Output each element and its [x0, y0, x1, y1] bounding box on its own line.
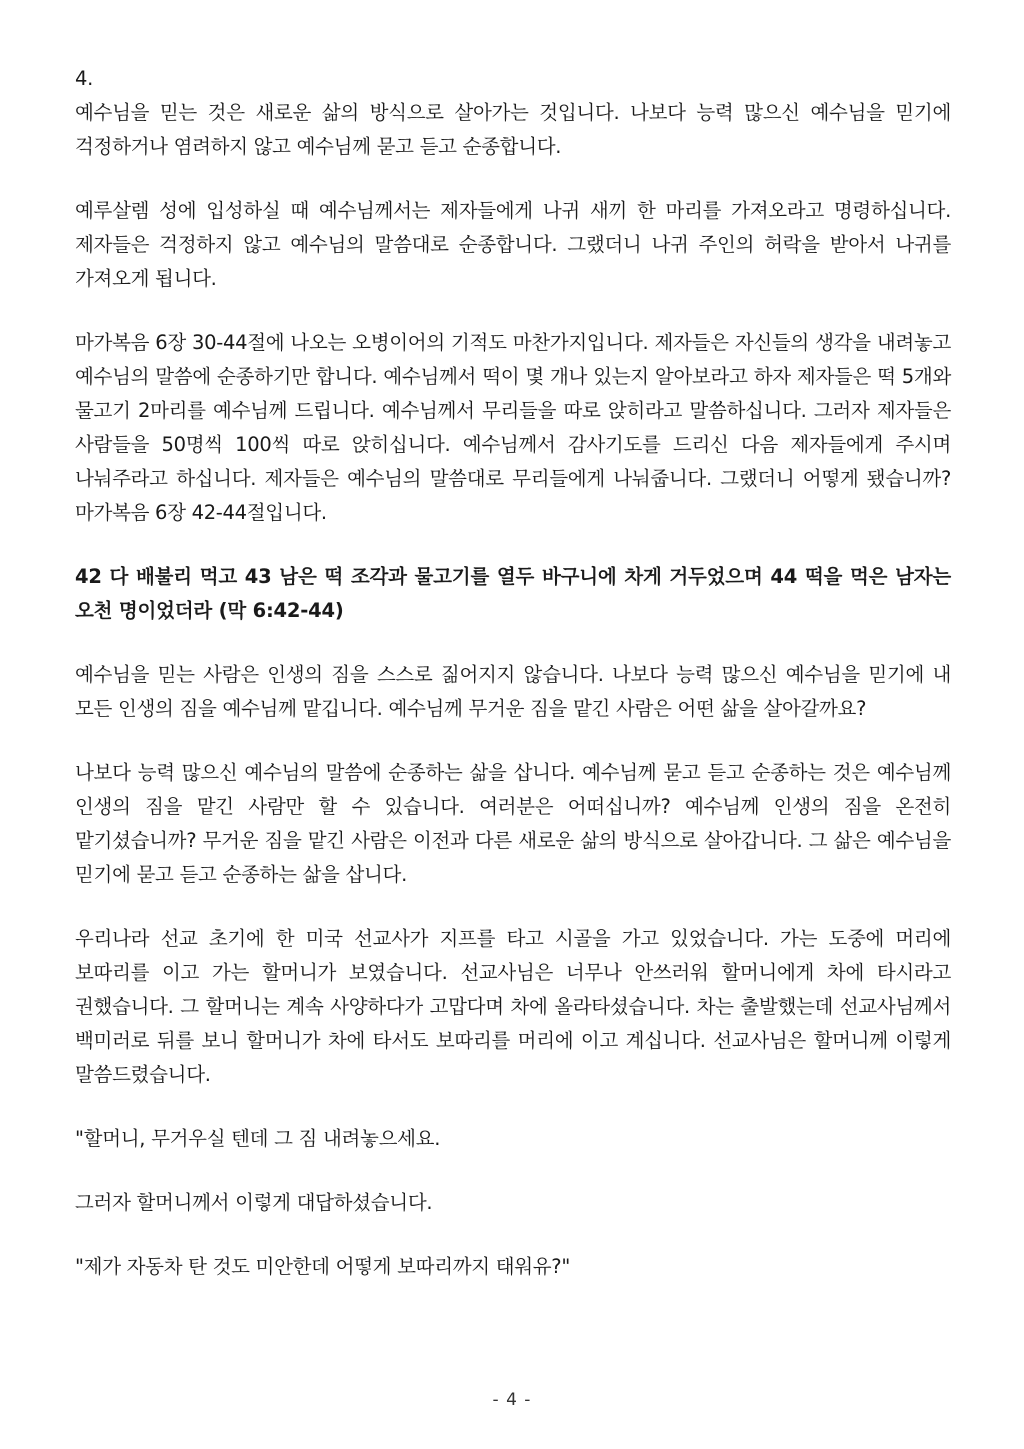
dialogue-grandmother: "제가 자동차 탄 것도 미안한데 어떻게 보따리까지 태워유?" — [75, 1255, 571, 1278]
document-page — [75, 62, 951, 1314]
scripture-quote-mark-6: 42 다 배불리 먹고 43 남은 떡 조각과 물고기를 열두 바구니에 차게 거두었으며 44 떡을 먹은 남자는 오천 명이었더라 (막 6:42-44) — [75, 565, 951, 622]
paragraph-missionary-story: 우리나라 선교 초기에 한 미국 선교사가 지프를 타고 시골을 가고 있었습니다. 가는 도중에 머리에 보따리를 이고 가는 할머니가 보였습니다. 선교사님은 너무나 안쓰러워 할머니에게 차에 타시라고 권했습니다. 그 할머니는 계속 사양하다가 고맙다며 차에 올라타셨습니다. 차는 출발했는데 선교사님께서 백미러로 뒤를 보니 할머니가 차에 타서도 보따리를 머리에 이고 계십니다. 선교사님은 할머니께 이렇게 말씀드렸습니다. — [75, 927, 951, 1086]
paragraph-entrusting-burden: 예수님을 믿는 사람은 인생의 짐을 스스로 짊어지지 않습니다. 나보다 능력 많으신 예수님을 믿기에 내 모든 인생의 짐을 예수님께 맡깁니다. 예수님께 무거운 짐을 맡긴 사람은 어떤 삶을 살아갈까요? — [75, 663, 951, 720]
paragraph-obedient-life: 나보다 능력 많으신 예수님의 말씀에 순종하는 삶을 삽니다. 예수님께 묻고 듣고 순종하는 것은 예수님께 인생의 짐을 맡긴 사람만 할 수 있습니다. 여러분은 어떠십니까? 예수님께 인생의 짐을 온전히 맡기셨습니까? 무거운 짐을 맡긴 사람은 이전과 다른 새로운 삶의 방식으로 살아갑니다. 그 삶은 예수님을 믿기에 묻고 듣고 순종하는 삶을 삽니다. — [75, 761, 951, 886]
paragraph-five-loaves-miracle: 마가복음 6장 30-44절에 나오는 오병이어의 기적도 마찬가지입니다. 제자들은 자신들의 생각을 내려놓고 예수님의 말씀에 순종하기만 합니다. 예수님께서 떡이 몇 개나 있는지 알아보라고 하자 제자들은 떡 5개와 물고기 2마리를 예수님께 드립니다. 예수님께서 무리들을 따로 앉히라고 말씀하십니다. 그러자 제자들은 사람들을 50명씩 100씩 따로 앉히십니다. 예수님께서 감사기도를 드리신 다음 제자들에게 주시며 나눠주라고 하십니다. 제자들은 예수님의 말씀대로 무리들에게 나눠줍니다. 그랬더니 어떻게 됐습니까? 마가복음 6장 42-44절입니다. — [75, 331, 951, 524]
narration-grandmother-reply: 그러자 할머니께서 이렇게 대답하셨습니다. — [75, 1191, 433, 1214]
dialogue-missionary: "할머니, 무거우실 텐데 그 짐 내려놓으세요. — [75, 1127, 441, 1150]
page-number: - 4 - — [492, 1390, 532, 1410]
paragraph-believing-new-life: 예수님을 믿는 것은 새로운 삶의 방식으로 살아가는 것입니다. 나보다 능력 많으신 예수님을 믿기에 걱정하거나 염려하지 않고 예수님께 묻고 듣고 순종합니다. — [75, 101, 951, 158]
paragraph-jerusalem-donkey: 예루살렘 성에 입성하실 때 예수님께서는 제자들에게 나귀 새끼 한 마리를 가져오라고 명령하십니다. 제자들은 걱정하지 않고 예수님의 말씀대로 순종합니다. 그랬더니 나귀 주인의 허락을 받아서 나귀를 가져오게 됩니다. — [75, 199, 951, 290]
section-number: 4. — [75, 67, 94, 90]
